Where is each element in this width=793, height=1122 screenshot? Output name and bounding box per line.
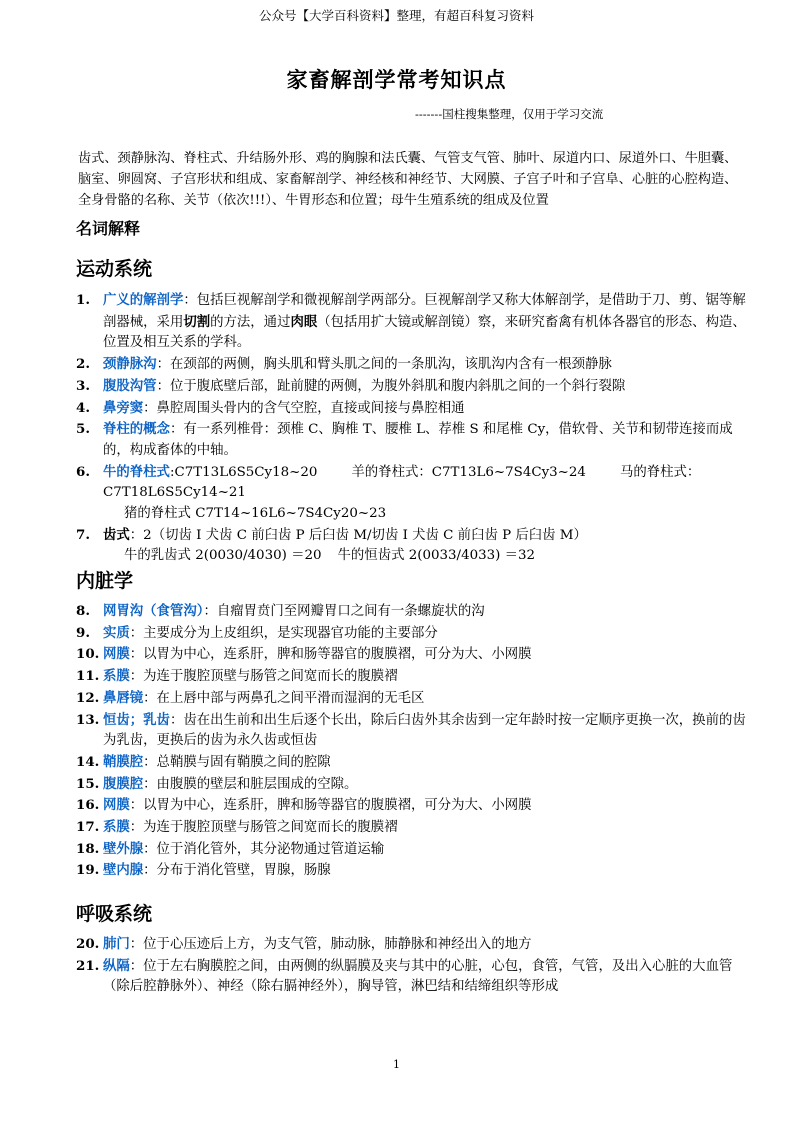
- list-item: [76, 666, 746, 688]
- list-item: [76, 752, 746, 774]
- item-number: 13.: [76, 711, 100, 728]
- list-item-continuation: 猪的脊柱式 C7T14~16L6~7S4Cy20~23: [124, 506, 387, 522]
- definition: ：为连于腹腔顶壁与肠管之间宽而长的腹膜褶: [129, 820, 398, 836]
- item-number: 18.: [76, 840, 100, 857]
- motor-list: [76, 290, 746, 567]
- list-item: [76, 419, 746, 461]
- definition: ：总鞘膜与固有鞘膜之间的腔隙: [143, 754, 331, 770]
- item-number: 16.: [76, 797, 100, 814]
- item-number: 1.: [76, 292, 90, 308]
- definition: 羊的脊柱式：C7T13L6~7S4Cy3~24: [351, 464, 586, 480]
- item-number: 6.: [76, 463, 90, 480]
- list-item: [76, 860, 746, 882]
- term: 纵隔: [103, 957, 130, 974]
- item-number: 17.: [76, 819, 100, 836]
- header-note: 公众号【大学百科资料】整理，有超百科复习资料: [258, 8, 534, 23]
- list-item: [76, 956, 746, 998]
- term: 广义的解剖学: [103, 292, 184, 308]
- list-item: [76, 795, 746, 817]
- item-number: 9.: [76, 624, 90, 641]
- list-item: [76, 601, 746, 623]
- list-item: [76, 376, 746, 398]
- item-number: 10.: [76, 646, 100, 663]
- definition: 牛的乳齿式 2(0030/4030) ＝20: [124, 548, 322, 564]
- term: 齿式: [103, 526, 130, 543]
- list-item: [76, 644, 746, 666]
- list-item: [76, 398, 746, 420]
- item-number: 8.: [76, 603, 90, 619]
- item-number: 11.: [76, 668, 100, 685]
- item-number: 7.: [76, 526, 90, 543]
- emphasis: 肉眼: [290, 313, 318, 330]
- item-number: 19.: [76, 862, 100, 879]
- subtitle: -------国柱搜集整理，仅用于学习交流: [415, 107, 604, 121]
- term: 系膜: [103, 819, 130, 836]
- list-item: [76, 290, 746, 354]
- definition: :C7T13L6S5Cy18~20: [169, 464, 318, 480]
- section-heading-visceral: 内脏学: [76, 570, 134, 592]
- definition: ：自瘤胃贲门至网瓣胃口之间有一条螺旋状的沟: [203, 604, 485, 619]
- definition: ：以胃为中心，连系肝，脾和肠等器官的腹膜褶，可分为大、小网膜: [129, 798, 532, 814]
- list-item: [76, 462, 746, 504]
- term: 壁外腺: [103, 840, 144, 857]
- term: 网膜: [103, 797, 130, 814]
- item-number: 3.: [76, 377, 90, 394]
- term: 网胃沟（食管沟）: [103, 603, 204, 619]
- intro-paragraph: 齿式、颈静脉沟、脊柱式、升结肠外形、鸡的胸腺和法氏囊、气管支气管、肺叶、尿道内口、尿道外口、牛胆囊、脑室、卵圆窝、子宫形状和组成、家畜解剖学、神经核和神经节、大网膜、子宫子叶和子宫阜、心脏的心腔构造、全身骨骼的名称、关节（依次!!!）、牛胃形态和位置；母牛生殖系统的组成及位置: [78, 151, 738, 208]
- term: 系膜: [103, 668, 130, 685]
- visceral-list: [76, 601, 746, 882]
- section-heading-motor: 运动系统: [76, 258, 153, 280]
- list-item: [76, 839, 746, 861]
- item-number: 21.: [76, 957, 100, 974]
- term: 壁内腺: [103, 862, 144, 879]
- term: 鼻旁窦: [103, 399, 144, 416]
- term: 肺门: [103, 936, 130, 952]
- list-item: [76, 817, 746, 839]
- definition: ：有一系列椎骨：颈椎 C、胸椎 T、腰椎 L、荐椎 S 和尾椎 Cy，借软骨、关节和韧带连接而成的，构成畜体的中轴。: [103, 422, 733, 458]
- term: 牛的脊柱式: [103, 463, 170, 480]
- term: 网膜: [103, 646, 130, 663]
- resp-list: [76, 934, 746, 998]
- definition: ：包括巨视解剖学和微视解剖学两部分。巨视解剖学又称大体解剖学，是借助于刀、剪、锯等解剖器械，采用: [103, 293, 746, 330]
- term: 鼻唇镜: [103, 689, 144, 706]
- definition: ：由腹膜的壁层和脏层围成的空隙。: [143, 776, 358, 792]
- definition: ：主要成分为上皮组织，是实现器官功能的主要部分: [129, 625, 438, 641]
- term: 脊柱的概念: [103, 421, 170, 438]
- item-number: 12.: [76, 689, 100, 706]
- definition: ：位于左右胸膜腔之间，由两侧的纵膈膜及夹与其中的心脏，心包，食管，气管，及出入心脏的大血管（除后腔静脉外）、神经（除右膈神经外），胸导管，淋巴结和结缔组织等形成: [103, 958, 733, 995]
- item-number: 4.: [76, 399, 90, 416]
- term: 鞘膜腔: [103, 753, 144, 770]
- page-title: 家畜解剖学常考知识点: [286, 67, 507, 92]
- definition: ：分布于消化管壁，胃腺，肠腺: [143, 863, 331, 879]
- definition: ：位于心压迹后上方，为支气管，肺动脉，肺静脉和神经出入的地方: [129, 937, 532, 952]
- page-number: 1: [393, 1058, 400, 1071]
- term: 腹股沟管: [103, 377, 157, 394]
- term: 腹膜腔: [103, 775, 144, 792]
- section-heading-resp: 呼吸系统: [76, 903, 153, 925]
- list-item: [76, 934, 746, 956]
- definition: ：2（切齿 I 犬齿 C 前臼齿 P 后臼齿 M/切齿 I 犬齿 C 前臼齿 P 后臼齿 M）: [129, 527, 587, 543]
- definition: 牛的恒齿式 2(0033/4033) ＝32: [337, 548, 536, 564]
- definition: ：为连于腹腔顶壁与肠管之间宽而长的腹膜褶: [129, 669, 398, 685]
- definition: ：在颈部的两侧，胸头肌和臂头肌之间的一条肌沟，该肌沟内含有一根颈静脉: [156, 357, 612, 373]
- section-heading-terms: 名词解释: [76, 219, 141, 238]
- list-item: [76, 623, 746, 645]
- definition: ：齿在出生前和出生后逐个长出，除后臼齿外其余齿到一定年龄时按一定顺序更换一次，换前的齿为乳齿，更换后的齿为永久齿或恒齿: [103, 712, 746, 749]
- definition: （包括用扩大镜或解剖镜）察，来研究畜禽有机体各器官的形态、构造、位置及相互关系的学科。: [103, 314, 746, 351]
- item-number: 2.: [76, 356, 90, 373]
- term: 实质: [103, 624, 130, 641]
- definition: ：位于腹底壁后部，趾前腱的两侧，为腹外斜肌和腹内斜肌之间的一个斜行裂隙: [156, 378, 626, 394]
- list-item: [76, 688, 746, 710]
- list-item-continuation: [76, 546, 746, 567]
- item-number: 15.: [76, 775, 100, 792]
- definition: ：以胃为中心，连系肝，脾和肠等器官的腹膜褶，可分为大、小网膜: [129, 647, 532, 663]
- definition: ：在上唇中部与两鼻孔之间平滑而湿润的无毛区: [143, 690, 425, 706]
- item-number: 5.: [76, 421, 90, 438]
- item-number: 20.: [76, 936, 100, 952]
- term: 恒齿；乳齿: [103, 711, 170, 728]
- list-item: [76, 710, 746, 752]
- definition: 的方法，通过: [210, 314, 291, 330]
- list-item: [76, 525, 746, 547]
- definition: 马的脊柱式：C7T18L6S5Cy14~21: [103, 464, 701, 501]
- item-number: 14.: [76, 753, 100, 770]
- term: 颈静脉沟: [103, 356, 157, 373]
- definition: ：鼻腔周围头骨内的含气空腔，直接或间接与鼻腔相通: [143, 400, 465, 416]
- list-item: [76, 354, 746, 376]
- definition: ：位于消化管外，其分泌物通过管道运输: [143, 841, 385, 857]
- list-item: [76, 774, 746, 796]
- emphasis: 切割: [183, 313, 211, 330]
